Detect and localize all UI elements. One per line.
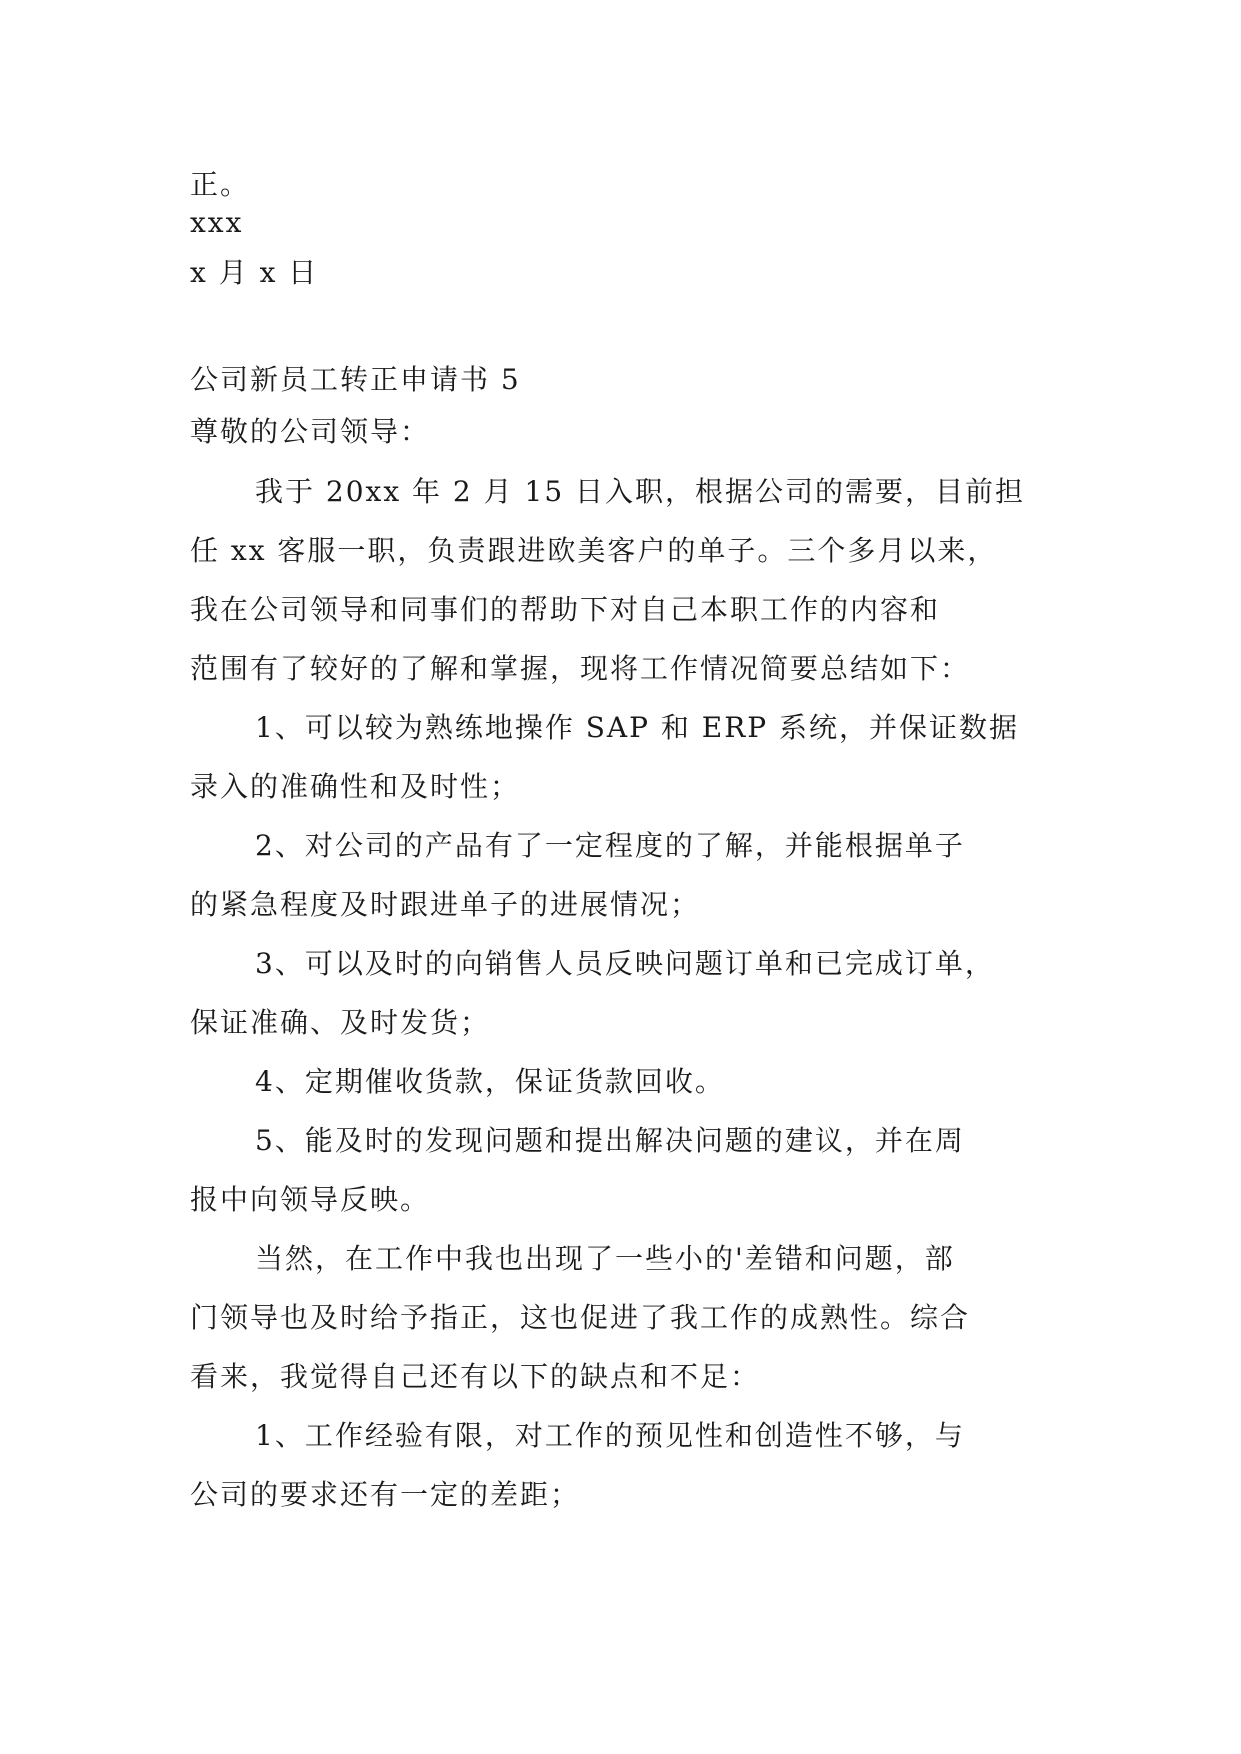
paragraph-line: 范围有了较好的了解和掌握，现将工作情况简要总结如下： <box>190 652 971 685</box>
list-item-line: 录入的准确性和及时性； <box>190 770 521 803</box>
list-item-line: 的紧急程度及时跟进单子的进展情况； <box>190 888 701 921</box>
list-item-line: 3、可以及时的向销售人员反映问题订单和已完成订单， <box>255 947 995 980</box>
signature-date: x 月 x 日 <box>190 256 319 289</box>
section-title: 公司新员工转正申请书 5 <box>190 363 521 396</box>
list-item-line: 报中向领导反映。 <box>190 1183 431 1216</box>
list-item-line: 1、工作经验有限，对工作的预见性和创造性不够，与 <box>255 1419 965 1452</box>
list-item-line: 5、能及时的发现问题和提出解决问题的建议，并在周 <box>255 1124 965 1157</box>
list-item-line: 保证准确、及时发货； <box>190 1006 491 1039</box>
paragraph-line: 我在公司领导和同事们的帮助下对自己本职工作的内容和 <box>190 593 941 626</box>
list-item-line: 1、可以较为熟练地操作 SAP 和 ERP 系统，并保证数据 <box>255 711 1020 744</box>
paragraph-line: 任 xx 客服一职，负责跟进欧美客户的单子。三个多月以来， <box>190 534 998 567</box>
signature-name: xxx <box>190 206 244 239</box>
paragraph-line: 当然，在工作中我也出现了一些小的'差错和问题，部 <box>255 1242 955 1275</box>
list-item-line: 4、定期催收货款，保证货款回收。 <box>255 1065 725 1098</box>
closing-line: 正。 <box>190 168 251 201</box>
list-item-line: 公司的要求还有一定的差距； <box>190 1478 581 1511</box>
paragraph-line: 门领导也及时给予指正，这也促进了我工作的成熟性。综合 <box>190 1301 971 1334</box>
paragraph-line: 我于 20xx 年 2 月 15 日入职，根据公司的需要，目前担 <box>255 475 1026 508</box>
paragraph-line: 看来，我觉得自己还有以下的缺点和不足： <box>190 1360 761 1393</box>
list-item-line: 2、对公司的产品有了一定程度的了解，并能根据单子 <box>255 829 965 862</box>
salutation: 尊敬的公司领导： <box>190 415 431 448</box>
